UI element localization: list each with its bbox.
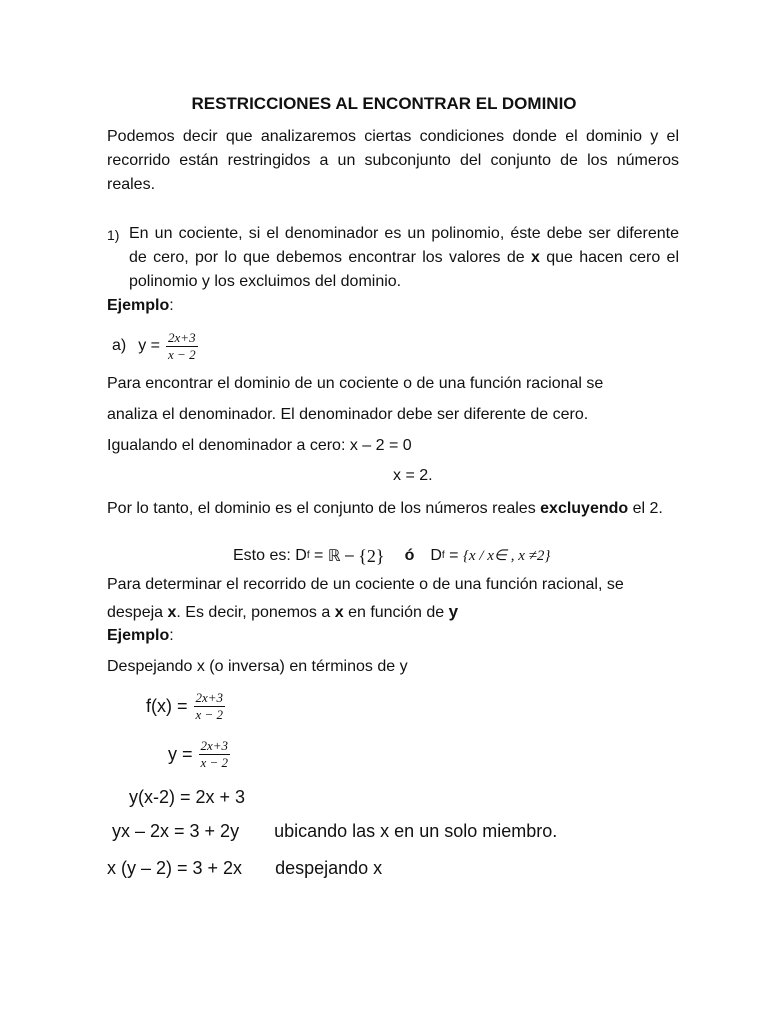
range-intro-x1: x — [167, 604, 177, 621]
despejando-line: Despejando x (o inversa) en términos de y — [107, 658, 408, 675]
example2-heading — [107, 624, 174, 648]
range-intro-line-1: Para determinar el recorrido de un cociente o de una función racional, se — [107, 576, 624, 593]
step-2 — [112, 819, 557, 843]
domain-sub: f — [306, 550, 310, 561]
item-1-number: 1) — [107, 227, 120, 243]
step-3-equation: x (y – 2) = 3 + 2x — [107, 858, 243, 878]
f-eq-lhs: f(x) = — [146, 696, 188, 716]
range-intro-despeja: despeja — [107, 604, 168, 621]
domain-prefix: Esto es: D — [233, 547, 307, 564]
example-a-numerator: 2x+3 — [168, 329, 196, 345]
step-2-note: ubicando las x en un solo miembro. — [274, 821, 558, 841]
equate-line: Igualando el denominador a cero: x – 2 = 0 — [107, 437, 412, 454]
f-equation — [146, 686, 225, 726]
range-intro-y: y — [448, 602, 459, 621]
domain-or: ó — [404, 547, 415, 564]
domain-minus: – — [340, 547, 359, 564]
y-eq-lhs: y = — [168, 744, 193, 764]
example-a-label: a) — [112, 337, 127, 354]
y-eq-fraction — [199, 738, 231, 771]
para-line-2: analiza el denominador. El denominador debe ser diferente de cero. — [107, 406, 589, 423]
domain-set-1: {2} — [358, 546, 385, 566]
example-a-equation — [112, 328, 198, 364]
page-title: RESTRICCIONES AL ENCONTRAR EL DOMINIO — [191, 94, 577, 113]
step-2-equation: yx – 2x = 3 + 2y — [112, 821, 240, 841]
range-intro-line-2 — [107, 600, 458, 625]
item-1-bold-x: x — [530, 249, 540, 266]
example2-label: Ejemplo — [107, 627, 170, 644]
domain-prefix-2: D — [430, 547, 442, 564]
f-eq-numerator: 2x+3 — [195, 689, 224, 705]
conclusion-paragraph — [107, 497, 679, 521]
item-1-text — [129, 222, 679, 294]
example-heading — [107, 294, 174, 318]
domain-eq-2: = — [444, 547, 463, 564]
conclusion-part1: Por lo tanto, el dominio es el conjunto de los números reales — [107, 500, 541, 517]
range-intro-funcion: en función de — [343, 604, 449, 621]
domain-statement — [233, 544, 550, 568]
example-colon: : — [169, 297, 174, 314]
conclusion-bold: excluyendo — [540, 500, 629, 517]
y-eq-numerator: 2x+3 — [200, 737, 229, 753]
domain-set-2: {x / x∈ , x ≠2} — [462, 548, 551, 564]
example-a-denominator: x − 2 — [168, 346, 196, 362]
f-eq-fraction — [194, 690, 226, 723]
range-intro-mid: . Es decir, ponemos a — [176, 604, 335, 621]
reals-symbol: ℝ — [327, 546, 341, 565]
domain-eq: = — [309, 547, 328, 564]
example-a-lhs: y = — [138, 337, 161, 354]
item-1-text-part1: En un cociente, si el denominador es un polinomio, éste debe ser diferente de cero, por lo que debemos encontrar los valores de — [129, 225, 679, 266]
conclusion-part2: el 2. — [628, 500, 663, 517]
example-a-fraction — [166, 330, 198, 363]
step-1: y(x-2) = 2x + 3 — [129, 787, 246, 807]
para-line-1: Para encontrar el dominio de un cociente o de una función racional se — [107, 375, 604, 392]
range-intro-x2: x — [334, 604, 344, 621]
domain-sub-2: f — [441, 550, 445, 561]
example2-colon: : — [169, 627, 174, 644]
step-3-note: despejando x — [275, 858, 383, 878]
step-3 — [107, 856, 382, 880]
f-eq-denominator: x − 2 — [195, 706, 224, 722]
intro-paragraph: Podemos decir que analizaremos ciertas condiciones donde el dominio y el recorrido están restringidos a un subconjunto del conjunto de los números reales. — [107, 128, 679, 193]
y-equation — [168, 734, 230, 774]
solution-line: x = 2. — [393, 467, 433, 484]
item-1-text-part2: que hacen cero el polinomio y los excluimos del dominio. — [129, 249, 679, 290]
y-eq-denominator: x − 2 — [200, 754, 229, 770]
example-label: Ejemplo — [107, 297, 170, 314]
